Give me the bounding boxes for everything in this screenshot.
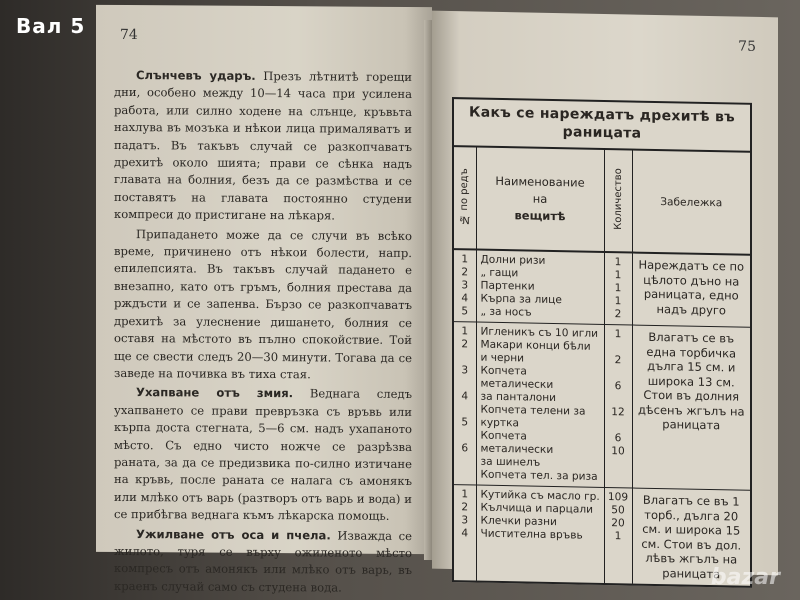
paragraph-text: Припадането може да се случи въ всѣко време, причинено отъ нѣкои болести, напр. епилепсията. Въ такъвъ случай падането е внезапно, като отъ гръмъ, болния престава да рждъсти и се запенва. Бързо се разкопчаватъ дрехитѣ за улеснение дишането, болния се оставя на мѣстото въ пълно спокойствие. Той ще се свести следъ 20—30 минути. Тогава да се заведе на почивка въ тиха стая. <box>114 226 412 382</box>
watermark-logo: bazar <box>710 565 780 590</box>
left-text-block <box>114 67 412 599</box>
table-title: Какъ се нареждатъ дрехитѣ въ раницата <box>454 99 750 153</box>
row-no: 3 <box>461 364 469 377</box>
row-no: 4 <box>461 292 469 305</box>
paragraph-text: Изважда се жилото, туря се върху ожиленото мѣсто компресъ отъ амонякъ или млѣко отъ варь, въ краенъ случай само съ студена вода. <box>114 528 412 595</box>
group-no-cell <box>454 485 476 581</box>
row-name: Долни ризи <box>480 253 546 267</box>
row-name: „ гащи <box>480 266 519 280</box>
row-name: Копчета тел. за риза <box>480 468 598 483</box>
page-number-right: 75 <box>738 38 756 55</box>
row-name: Кълчища и парцали <box>480 501 594 516</box>
row-name: Клечки разни <box>480 514 557 529</box>
table-body <box>454 249 750 586</box>
paragraph-text: Презъ лѣтнитѣ горещи дни, особено между 10—14 часа при усилена работа, или силно ходене на слънце, кръвьта нахлува въ мозъка и нѣкои лица прималяватъ и падатъ. Въ такъвъ случай се разкопчаватъ дрехитѣ около шията; прави се сѣнка надъ главата на болния, безъ да се размѣства и се поставятъ на главата постоянно студени компреси до пристигане на лѣкаря. <box>114 68 412 223</box>
row-name: Копчета телени за <box>480 403 586 418</box>
row-name: Игленикъ съ 10 игли <box>480 325 598 340</box>
row-name: Макари конци бѣли <box>480 338 591 353</box>
row-name: за панталони <box>480 390 557 405</box>
group-no-cell <box>454 322 476 485</box>
group-name-cell <box>476 322 604 487</box>
row-no <box>456 351 474 364</box>
row-no: 3 <box>461 279 469 292</box>
row-no: 6 <box>461 442 469 455</box>
group-qty-cell <box>604 324 632 488</box>
group-remark: Нареждатъ се по цѣлото дъно на раницата, едно надъ друго <box>632 253 750 328</box>
group-remark: Влагатъ се въ 1 торб., дълга 20 см. и широка 15 см. Стои въ дол. лѣвъ жгълъ на раницата <box>641 492 742 581</box>
table-group-1 <box>454 249 750 327</box>
packing-table-grid <box>454 147 750 586</box>
row-name: куртка <box>480 416 519 430</box>
row-qty <box>607 341 630 354</box>
row-name: Копчета металически <box>480 364 554 392</box>
row-no: 1 <box>461 253 469 266</box>
row-name: Кърпа за лице <box>480 292 562 307</box>
paragraph-1 <box>114 67 412 226</box>
row-no: 2 <box>461 266 469 279</box>
row-qty: 109 <box>607 491 629 504</box>
row-name: Кутийка съ масло гр. <box>480 488 600 503</box>
row-no: 5 <box>461 305 469 318</box>
row-no: 2 <box>461 338 469 351</box>
header-remark: Забележка <box>632 151 750 255</box>
row-qty: 1 <box>614 269 622 282</box>
row-qty: 2 <box>614 354 622 367</box>
group-qty-cell <box>604 487 632 583</box>
row-name: Чистителна връвь <box>480 527 583 542</box>
row-name: за шинелъ <box>480 455 541 469</box>
row-qty: 6 <box>614 432 622 445</box>
row-qty: 20 <box>611 517 625 530</box>
row-no <box>456 403 474 416</box>
row-name: Партенки <box>480 279 535 293</box>
paragraph-4 <box>114 526 412 598</box>
row-no: 4 <box>461 390 469 403</box>
row-qty: 6 <box>614 380 622 393</box>
header-number: № по редъ <box>454 147 476 249</box>
group-remark: Влагатъ се въ една торбичка дълга 15 см. и широка 13 см. Стои въ долния дѣсенъ жгълъ на раницата <box>632 325 750 490</box>
row-no: 1 <box>461 325 469 338</box>
left-page <box>96 5 432 595</box>
row-no: 5 <box>461 416 469 429</box>
row-qty: 1 <box>614 295 622 308</box>
heading-sunstroke: Слънчевъ ударъ. <box>136 68 256 83</box>
corner-label: Вал 5 <box>16 14 86 38</box>
row-qty: 2 <box>614 308 622 321</box>
paragraph-2 <box>114 226 412 385</box>
header-quantity: Количество <box>604 150 632 253</box>
row-qty <box>607 367 630 380</box>
paragraph-text: Веднага следъ ухапването се прави превръзка съ връвь или кърпа доста стегната, 5—6 см. надъ ухапаното мѣсто. Съ едно чисто ножче се разрѣзва раната, за да се предизвика по-силно изтичане на кръвь, после раната се налага съ амонякъ или млѣко отъ варь (разтворъ отъ варь и вода) и се прибѣгва веднага къмъ лѣкарска помощь. <box>114 386 412 524</box>
row-no: 2 <box>461 501 469 514</box>
row-qty: 10 <box>611 445 625 458</box>
row-no <box>456 377 474 390</box>
row-qty: 1 <box>614 328 622 341</box>
table-header-row <box>454 147 750 255</box>
group-qty-cell <box>604 252 632 325</box>
row-no: 1 <box>461 488 469 501</box>
table-group-3 <box>454 485 750 586</box>
packing-table <box>452 97 752 588</box>
page-number-left: 74 <box>120 26 138 44</box>
row-no: 4 <box>461 527 469 540</box>
group-name-cell <box>476 250 604 325</box>
row-no <box>456 429 474 442</box>
row-no: 3 <box>461 514 469 527</box>
group-name-cell <box>476 485 604 583</box>
row-qty <box>607 393 630 406</box>
row-name: Копчета металически <box>480 429 554 457</box>
row-name: и черни <box>480 351 525 365</box>
heading-snakebite: Ухапване отъ змия. <box>136 385 294 401</box>
row-qty: 1 <box>614 256 622 269</box>
group-no-cell <box>454 249 476 322</box>
table-group-2 <box>454 322 750 491</box>
paragraph-3 <box>114 384 412 525</box>
row-qty: 1 <box>614 530 622 543</box>
header-name: Наименование на вещитѣ <box>476 148 604 252</box>
row-qty: 12 <box>611 406 625 419</box>
row-qty <box>607 419 630 432</box>
row-qty: 50 <box>611 504 625 517</box>
row-name: „ за носъ <box>480 305 532 319</box>
row-qty: 1 <box>614 282 622 295</box>
heading-sting: Ужилване отъ оса и пчела. <box>136 526 331 543</box>
